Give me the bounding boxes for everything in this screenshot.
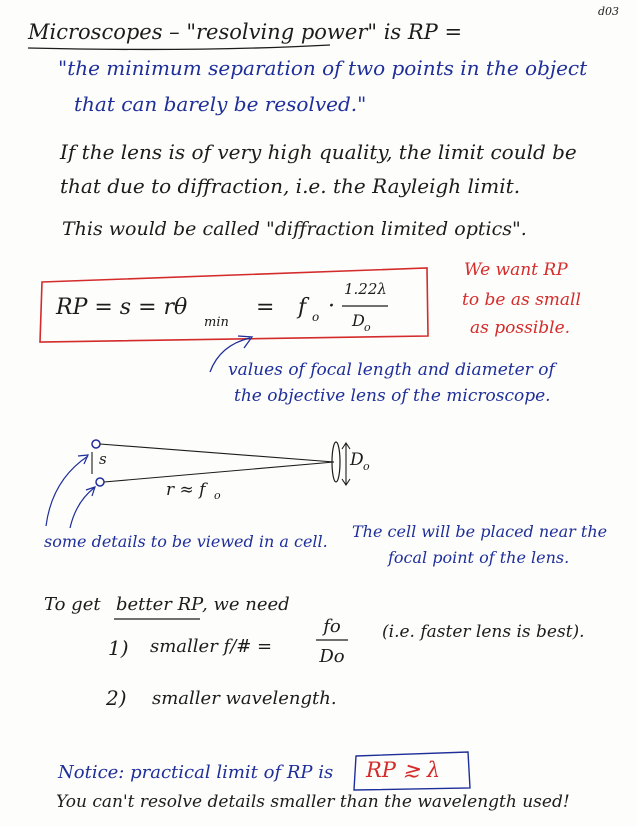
diagram-ray-bottom [104,462,334,482]
item-1-text: smaller f/# = [150,636,273,657]
blue-note-arrow [210,338,250,372]
better-intro-underlined: better RP [116,594,204,615]
formula-box [40,268,428,342]
diagram-top-point [92,440,100,448]
diagram-r-subscript: o [214,489,221,502]
cell-note-right-line-2: focal point of the lens. [388,548,570,567]
formula-f: f [298,295,307,320]
heading-underline [28,45,330,49]
page-number: d03 [598,5,620,18]
cell-arrow-1 [46,456,88,526]
item-1-note: (i.e. faster lens is best). [382,622,585,642]
formula-equals: = [256,295,275,320]
heading: Microscopes – "resolving power" is RP = [28,20,463,44]
formula-min-subscript: min [204,315,229,330]
red-note-line-3: as possible. [470,318,571,338]
item-1-fraction-denominator: Do [319,646,345,667]
diagram-s-label: s [99,450,107,468]
item-1-fraction-numerator: fo [323,616,341,637]
item-2-number: 2) [106,686,127,710]
diagram-D-label: D [350,450,364,470]
formula-dot: · [328,294,335,319]
red-note-line-1: We want RP [464,260,568,280]
definition-line-1: "the minimum separation of two points in the object [58,56,588,80]
formula-lhs: RP = s = rθ [56,295,188,320]
diagram-ray-top [100,444,334,462]
cell-arrow-2 [70,488,94,528]
blue-note-line-1: values of focal length and diameter of [228,360,555,380]
paragraph-1-line-1: If the lens is of very high quality, the limit could be [60,140,577,164]
notice-final-line: You can't resolve details smaller than the wavelength used! [56,792,570,812]
cell-note-left: some details to be viewed in a cell. [44,532,328,551]
better-intro-suffix: , we need [202,594,290,615]
definition-line-2: that can barely be resolved." [74,92,367,116]
notice-box [354,752,470,790]
formula-numerator: 1.22λ [344,280,387,298]
diagram-bottom-point [96,478,104,486]
diagram-r-label: r ≈ f [166,480,206,500]
formula-denominator: D [352,311,365,330]
cell-note-right-line-1: The cell will be placed near the [352,522,608,541]
formula-denominator-subscript: o [364,321,371,334]
notice-text: Notice: practical limit of RP is [58,762,334,783]
item-1-number: 1) [108,636,129,660]
notice-boxed-formula: RP ≳ λ [366,758,441,782]
formula-f-subscript: o [312,310,320,324]
diagram-D-subscript: o [363,460,370,473]
paragraph-2: This would be called "diffraction limited optics". [62,218,527,240]
item-2-text: smaller wavelength. [152,688,337,709]
blue-note-line-2: the objective lens of the microscope. [234,386,551,406]
red-note-line-2: to be as small [462,290,581,310]
better-intro-prefix: To get [44,594,101,615]
paragraph-1-line-2: that due to diffraction, i.e. the Rayleigh limit. [60,174,521,198]
